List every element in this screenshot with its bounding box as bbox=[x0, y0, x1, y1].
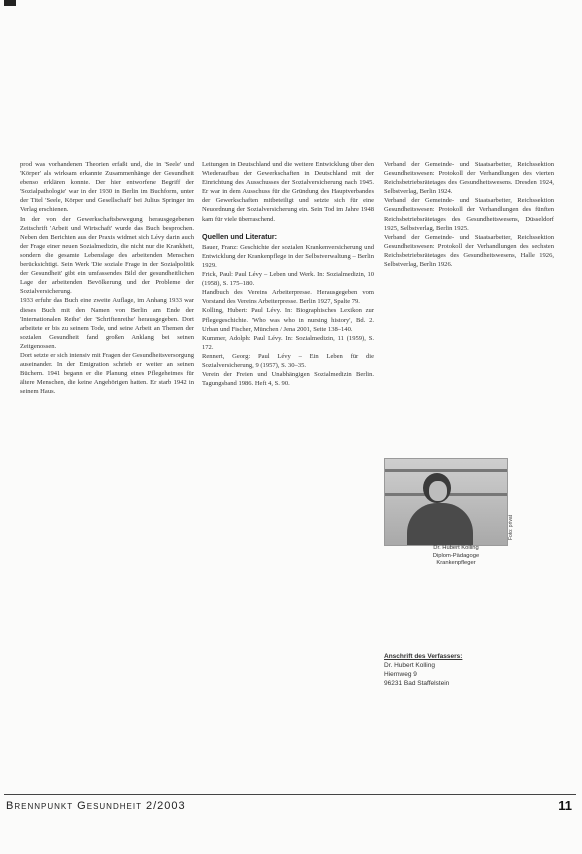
photo-caption bbox=[396, 545, 516, 568]
reference-entry: Rennert, Georg: Paul Lévy – Ein Leben für die Sozialversicherung, 9 (1957), S. 30–35. bbox=[202, 352, 374, 369]
crop-mark bbox=[4, 0, 16, 6]
footer-rule bbox=[4, 794, 576, 795]
paragraph: 1933 erfuhr das Buch eine zweite Auflage, im Anhang 1933 war dieses Buch mit den Namen von Berlin am Ende der 'Internationalen Reihe' der 'Schriftenreihe' herausgegeben. Dort arbeitete er bis zu seinem Tode, und seine Arbeit an Themen der sozialen Gesundheit fand großen Anklang bei seinen Zeitgenossen. bbox=[20, 297, 194, 350]
caption-role-2: Krankenpfleger bbox=[436, 560, 476, 566]
author-photo bbox=[384, 458, 508, 546]
address-heading: Anschrift des Verfassers: bbox=[384, 653, 463, 660]
reference-entry: Verband der Gemeinde- und Staatsarbeiter, Reichssektion Gesundheitswesen: Protokoll der Verhandlungen des sechsten Reichsbetriebsrätetages des Gesundheitswesens, Halle 1926, Selbstverlag, Berlin 1926. bbox=[384, 233, 554, 269]
reference-entry: Bauer, Franz: Geschichte der sozialen Krankenversicherung und Entwicklung der Krankenpflege in der Selbstverwaltung – Berlin 1929. bbox=[202, 243, 374, 269]
paragraph: prod was vorhandenen Theorien erfaßt und, die in 'Seele' und 'Körper' als wirksam erkannte Zusammenhänge der Gesundheit ebenso erklären konnte. Der hier entworfene Begriff der 'Sozialpathologie' war in der 1930 in Berlin im Buchform, unter der Titel 'Seele, Körper und Gesellschaft' bei Julius Springer im Verlag erschienen. bbox=[20, 161, 194, 214]
bookshelf bbox=[385, 469, 507, 472]
address-city: 96231 Bad Staffelstein bbox=[384, 680, 450, 687]
paragraph: Dort setzte er sich intensiv mit Fragen der Gesundheitsversorgung auseinander. In der Emigration schrieb er weiter an seinen Büchern. 1941 begann er die Planung eines Pflegeheimes für ältere Menschen, die keine Angehörigen hatten. Er starb 1942 in seinem Haus. bbox=[20, 351, 194, 396]
address-street: Hiernweg 9 bbox=[384, 671, 417, 678]
address-name: Dr. Hubert Kolling bbox=[384, 662, 435, 669]
reference-entry: Kummer, Adolph: Paul Lévy. In: Sozialmedizin, 11 (1959), S. 172. bbox=[202, 334, 374, 351]
author-face bbox=[429, 481, 447, 501]
paragraph: In der von der Gewerkschaftsbewegung herausgegebenen Zeitschrift 'Arbeit und Wirtschaft' wurde das Buch besprochen. Neben den Berichten aus der Praxis widmet sich Lévy darin auch der Frage einer neuen Sozialmedizin, die nicht nur die Krankheit, sondern die gesamte Lebenslage des arbeitenden Menschen berücksichtigt. Sein Werk 'Die soziale Frage in der Sozialpolitik der Gesundheit' gibt ein umfassendes Bild der gesundheitlichen Lage der arbeitenden Bevölkerung und der Probleme der Sozialversicherung. bbox=[20, 215, 194, 296]
caption-role: Diplom-Pädagoge bbox=[432, 552, 480, 559]
reference-entry: Frick, Paul: Paul Lévy – Leben und Werk. In: Sozialmedizin, 10 (1958), S. 175–180. bbox=[202, 271, 374, 288]
author-body bbox=[407, 503, 473, 546]
paragraph: Leitungen in Deutschland und die weitere Entwicklung über den Wiederaufbau der Gewerkschaften in Deutschland mit der Einrichtung des Ausschusses der Sozialversicherung nach 1945. Er war in dem Ausschuss für die Gründung des Hauptverbandes der Gewerkschaften mitbeteiligt und setzte sich für eine Neuordnung der Sozialversicherung ein. Sein Tod im Jahre 1948 kam für viele überraschend. bbox=[202, 161, 374, 223]
footer-publication: Brennpunkt Gesundheit 2/2003 bbox=[6, 800, 186, 812]
text-column-2 bbox=[202, 160, 374, 388]
author-address bbox=[384, 652, 554, 688]
reference-entry: Verband der Gemeinde- und Staatsarbeiter, Reichssektion Gesundheitswesen: Protokoll der Verhandlungen des fünften Reichsbetriebsrätetages des Gesundheitswesens, Düsseldorf 1925, Selbstverlag, Berlin 1925. bbox=[384, 197, 554, 232]
text-column-3 bbox=[384, 160, 554, 269]
reference-entry: Verein der Freien und Unabhängigen Sozialmedizin Berlin. Tagungsband 1986. Heft 4, S. 90. bbox=[202, 371, 374, 388]
photo-credit: Foto: privat bbox=[508, 514, 514, 540]
page-number: 11 bbox=[558, 798, 572, 813]
caption-name: Dr. Hubert Kolling bbox=[433, 545, 479, 551]
section-heading-sources: Quellen und Literatur: bbox=[202, 231, 278, 241]
reference-entry: Handbuch des Vereins Arbeiterpresse. Herausgegeben vom Vorstand des Vereins Arbeiterpresse. Berlin 1927, Spalte 79. bbox=[202, 289, 374, 306]
reference-entry: Verband der Gemeinde- und Staatsarbeiter, Reichssektion Gesundheitswesen: Protokoll der Verhandlungen des vierten Reichsbetriebsrätetages des Gesundheitswesens. Dresden 1924, Selbstverlag, Berlin 1924. bbox=[384, 161, 554, 196]
text-column-1 bbox=[20, 160, 194, 396]
reference-entry: Kolling, Hubert: Paul Lévy. In: Biographisches Lexikon zur Pflegegeschichte. 'Who was who in nursing history', Bd. 2. Urban und Fischer, München / Jena 2001, Seite 138–140. bbox=[202, 307, 374, 333]
